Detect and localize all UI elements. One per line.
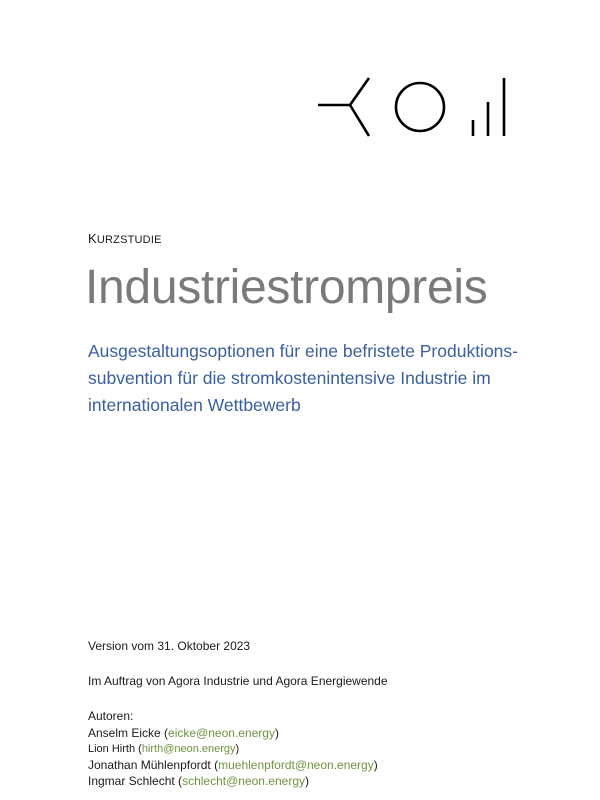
page-subtitle [88,338,518,419]
document-type-rest: URZSTUDIE [96,234,162,246]
subtitle-line-2: subvention für die stromkostenintensive Industrie im [88,368,491,388]
author-email[interactable]: muehlenpfordt@neon.energy [218,758,374,772]
version-date: Version vom 31. Oktober 2023 [88,639,251,653]
author-email[interactable]: eicke@neon.energy [168,726,275,740]
subtitle-line-3: internationalen Wettbewerb [88,395,301,415]
page-title: Industriestrompreis [85,261,488,314]
commission-note: Im Auftrag von Agora Industrie und Agora Energiewende [88,674,388,688]
author-name: Ingmar Schlecht [88,774,175,788]
document-type-initial: K [88,231,97,246]
subtitle-line-1: Ausgestaltungsoptionen für eine befristete Produktions- [88,341,518,361]
author-name: Anselm Eicke [88,726,161,740]
author-entry: Anselm Eicke (eicke@neon.energy) [88,726,279,740]
author-entry: Lion Hirth (hirth@neon.energy) [88,743,240,755]
document-type-label [88,231,162,246]
neon-logo-icon [316,74,510,140]
author-entry: Ingmar Schlecht (schlecht@neon.energy) [88,774,309,788]
author-name: Lion Hirth [88,743,136,755]
author-entry: Jonathan Mühlenpfordt (muehlenpfordt@neon.energy) [88,758,378,772]
author-email[interactable]: hirth@neon.energy [141,743,236,755]
authors-list [88,725,378,789]
author-name: Jonathan Mühlenpfordt [88,758,211,772]
author-email[interactable]: schlecht@neon.energy [182,774,305,788]
authors-heading: Autoren: [88,709,134,723]
